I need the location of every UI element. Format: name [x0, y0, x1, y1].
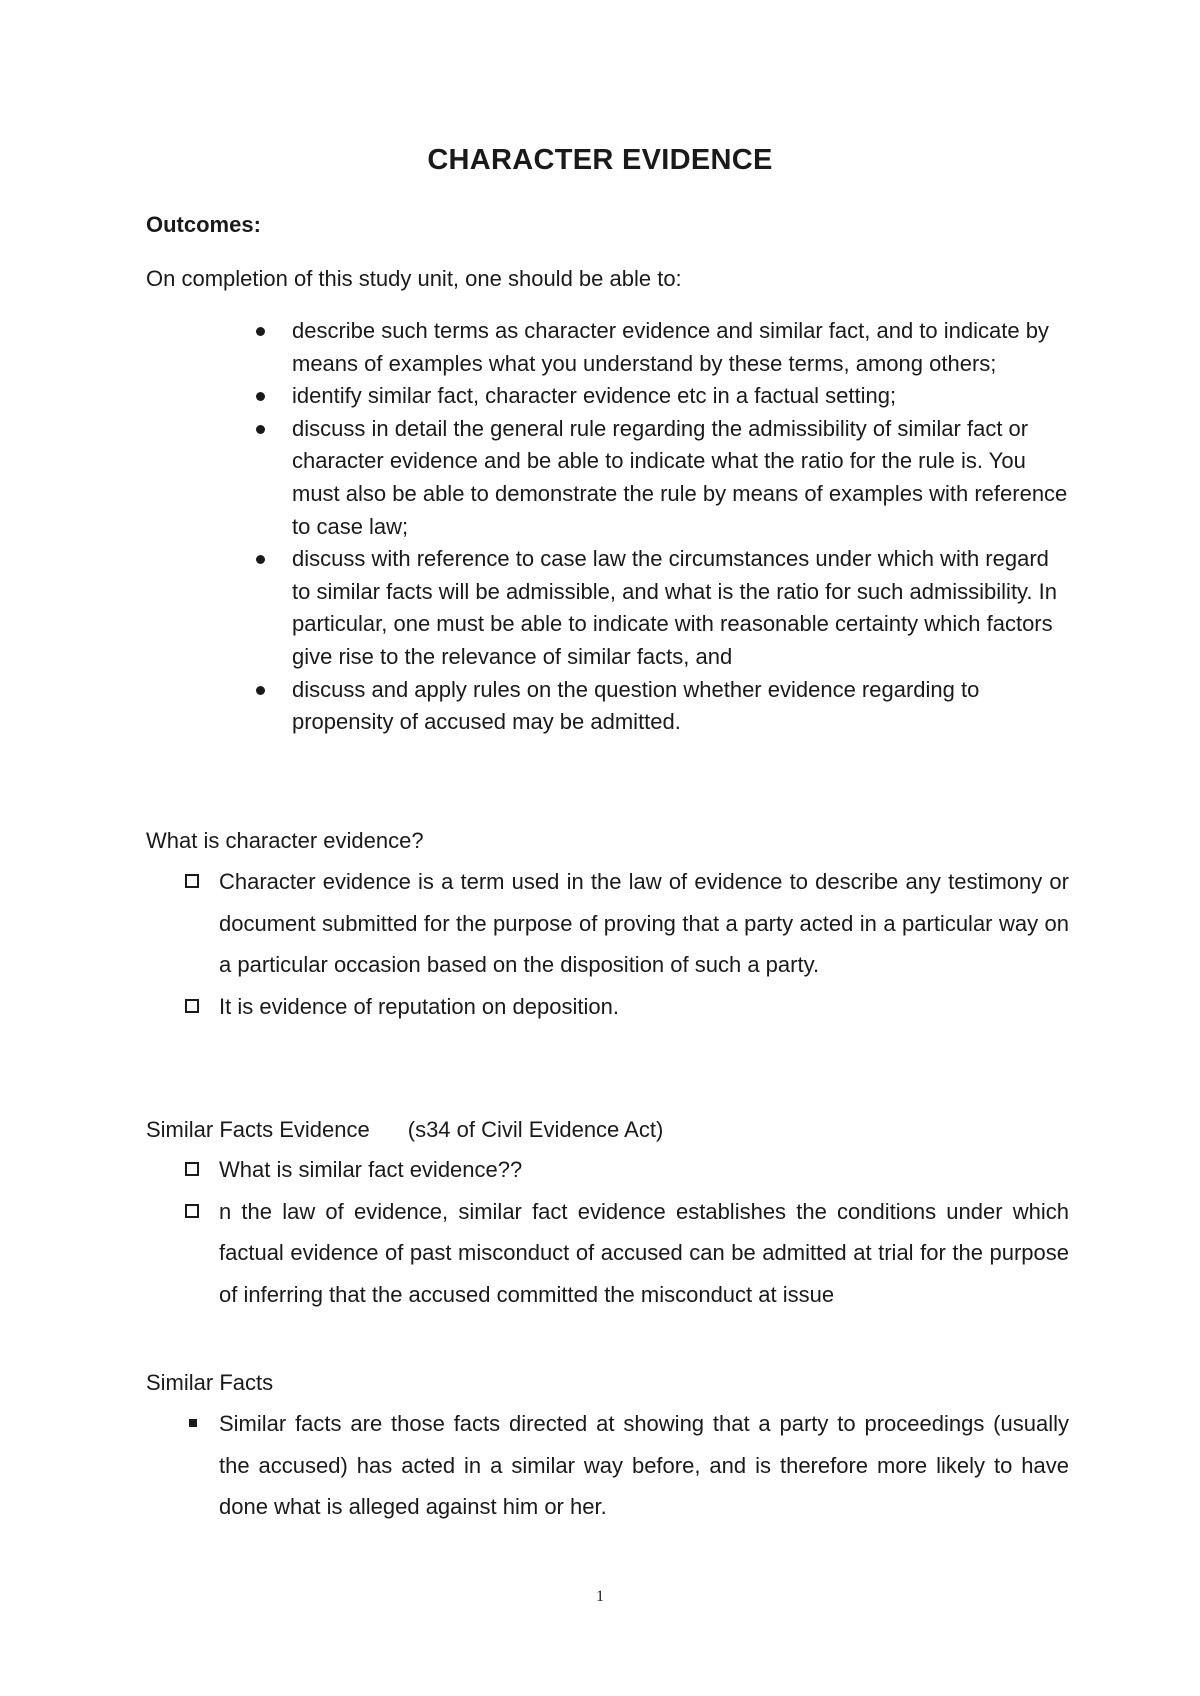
outcomes-heading: Outcomes: — [146, 212, 261, 237]
list-item-text: It is evidence of reputation on deposition. — [219, 993, 619, 1019]
list-item — [219, 861, 1069, 986]
outcomes-intro: On completion of this study unit, one should be able to: — [146, 266, 682, 291]
page-number: 1 — [596, 1588, 604, 1605]
list-item-text: n the law of evidence, similar fact evidence establishes the conditions under which factual evidence of past misconduct of accused can be admitted at trial for the purpose of inferring that the accused committed the misconduct at issue — [219, 1198, 1069, 1307]
list-item — [292, 413, 1072, 543]
checkbox-square-icon — [185, 874, 199, 888]
list-item-text: discuss with reference to case law the circumstances under which with regard to similar facts will be admissible, and what is the ratio for such admissibility. In particular, one must be able to indicate with reasonable certainty which factors give rise to the relevance of similar facts, and — [292, 546, 1057, 669]
checkbox-square-icon — [185, 1162, 199, 1176]
checkbox-square-icon — [185, 999, 199, 1013]
bullet-icon — [256, 392, 265, 401]
list-item-text: Similar facts are those facts directed at showing that a party to proceedings (usually the accused) has acted in a similar way before, and is therefore more likely to have done what is alleged against him or her. — [219, 1411, 1069, 1519]
similar-facts-evidence-heading — [146, 1117, 663, 1143]
list-item — [219, 1149, 1069, 1191]
bullet-icon — [256, 425, 265, 434]
bullet-icon — [256, 686, 265, 695]
list-item-text: identify similar fact, character evidence etc in a factual setting; — [292, 383, 897, 409]
section-heading-reference: (s34 of Civil Evidence Act) — [407, 1117, 664, 1142]
similar-facts-list — [219, 1403, 1069, 1528]
character-evidence-heading: What is character evidence? — [146, 828, 424, 853]
similar-facts-heading: Similar Facts — [146, 1370, 274, 1395]
list-item — [292, 674, 1072, 739]
section-heading-text: Similar Facts Evidence — [146, 1117, 370, 1142]
similar-facts-evidence-list — [219, 1149, 1069, 1315]
list-item — [219, 986, 1069, 1028]
list-item-text: discuss and apply rules on the question whether evidence regarding to propensity of accused may be admitted. — [292, 676, 980, 735]
list-item-text: discuss in detail the general rule regarding the admissibility of similar fact or character evidence and be able to indicate what the ratio for the rule is. You must also be able to demonstrate the rule by means of examples with reference to case law; — [292, 415, 1068, 539]
square-bullet-icon — [189, 1419, 197, 1427]
list-item-text: describe such terms as character evidence and similar fact, and to indicate by means of examples what you understand by these terms, among others; — [292, 318, 1049, 376]
checkbox-square-icon — [185, 1204, 199, 1218]
list-item — [219, 1191, 1069, 1316]
list-item — [292, 315, 1072, 380]
document-title: CHARACTER EVIDENCE — [427, 144, 773, 176]
list-item — [292, 380, 1072, 413]
bullet-icon — [256, 555, 265, 564]
list-item-text: What is similar fact evidence?? — [219, 1157, 523, 1182]
list-item — [292, 543, 1072, 673]
character-evidence-list — [219, 861, 1069, 1027]
bullet-icon — [256, 327, 265, 336]
list-item — [219, 1403, 1069, 1528]
list-item-text: Character evidence is a term used in the law of evidence to describe any testimony or document submitted for the purpose of proving that a party acted in a particular way on a particular occasion based on the disposition of such a party. — [219, 869, 1069, 977]
outcomes-list — [292, 315, 1072, 739]
